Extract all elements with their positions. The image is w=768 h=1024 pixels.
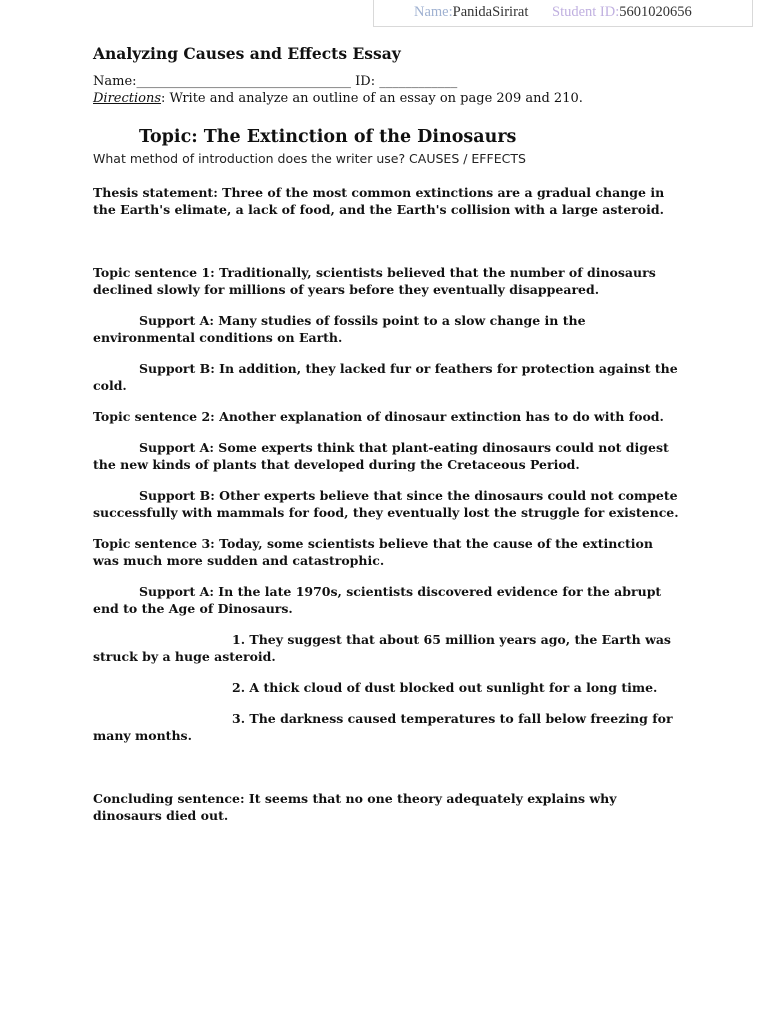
student-id: 5601020656 bbox=[619, 4, 692, 20]
topic3-support-a: Support A: In the late 1970s, scientists discovered evidence for the abrupt end to the Age of Dinosaurs. bbox=[93, 584, 662, 616]
thesis-statement: Thesis statement: Three of the most common extinctions are a gradual change in the Earth's elimate, a lack of food, and the Earth's collision with a large asteroid. bbox=[93, 185, 665, 217]
name-id-line: Name:_________________________________ ID: ____________ bbox=[93, 74, 458, 89]
detail-3: 3. The darkness caused temperatures to fall below freezing for many months. bbox=[93, 711, 673, 743]
topic2-support-a: Support A: Some experts think that plant-eating dinosaurs could not digest the new kinds of plants that developed during the Cretaceous Period. bbox=[93, 440, 669, 472]
directions-label: Directions bbox=[93, 91, 162, 106]
topic1-support-b: Support B: In addition, they lacked fur or feathers for protection against the cold. bbox=[93, 361, 678, 393]
directions-text: : Write and analyze an outline of an essay on page 209 and 210. bbox=[161, 91, 583, 106]
name-label: Name: bbox=[414, 4, 453, 20]
method-question: What method of introduction does the writer use? CAUSES / EFFECTS bbox=[93, 151, 526, 166]
document-title: Analyzing Causes and Effects Essay bbox=[93, 44, 401, 63]
student-name: PanidaSirirat bbox=[452, 4, 529, 20]
concluding-sentence: Concluding sentence: It seems that no one theory adequately explains why dinosaurs died out. bbox=[93, 791, 617, 823]
topic-sentence-3: Topic sentence 3: Today, some scientists believe that the cause of the extinction was much more sudden and catastrophic. bbox=[93, 536, 653, 568]
document-body bbox=[93, 44, 683, 824]
directions-line bbox=[93, 90, 683, 107]
detail-2: 2. A thick cloud of dust blocked out sunlight for a long time. bbox=[232, 680, 658, 695]
topic1-support-a: Support A: Many studies of fossils point to a slow change in the environmental conditions on Earth. bbox=[93, 313, 586, 345]
topic-title: Topic: The Extinction of the Dinosaurs bbox=[139, 127, 517, 147]
topic-sentence-1: Topic sentence 1: Traditionally, scientists believed that the number of dinosaurs declined slowly for millions of years before they eventually disappeared. bbox=[93, 265, 656, 297]
detail-1: 1. They suggest that about 65 million years ago, the Earth was struck by a huge asteroid. bbox=[93, 632, 671, 664]
topic2-support-b: Support B: Other experts believe that since the dinosaurs could not compete successfully with mammals for food, they eventually lost the struggle for existence. bbox=[93, 488, 679, 520]
student-id-label: Student ID: bbox=[552, 4, 620, 20]
student-header bbox=[373, 0, 753, 27]
topic-sentence-2: Topic sentence 2: Another explanation of dinosaur extinction has to do with food. bbox=[93, 409, 664, 424]
